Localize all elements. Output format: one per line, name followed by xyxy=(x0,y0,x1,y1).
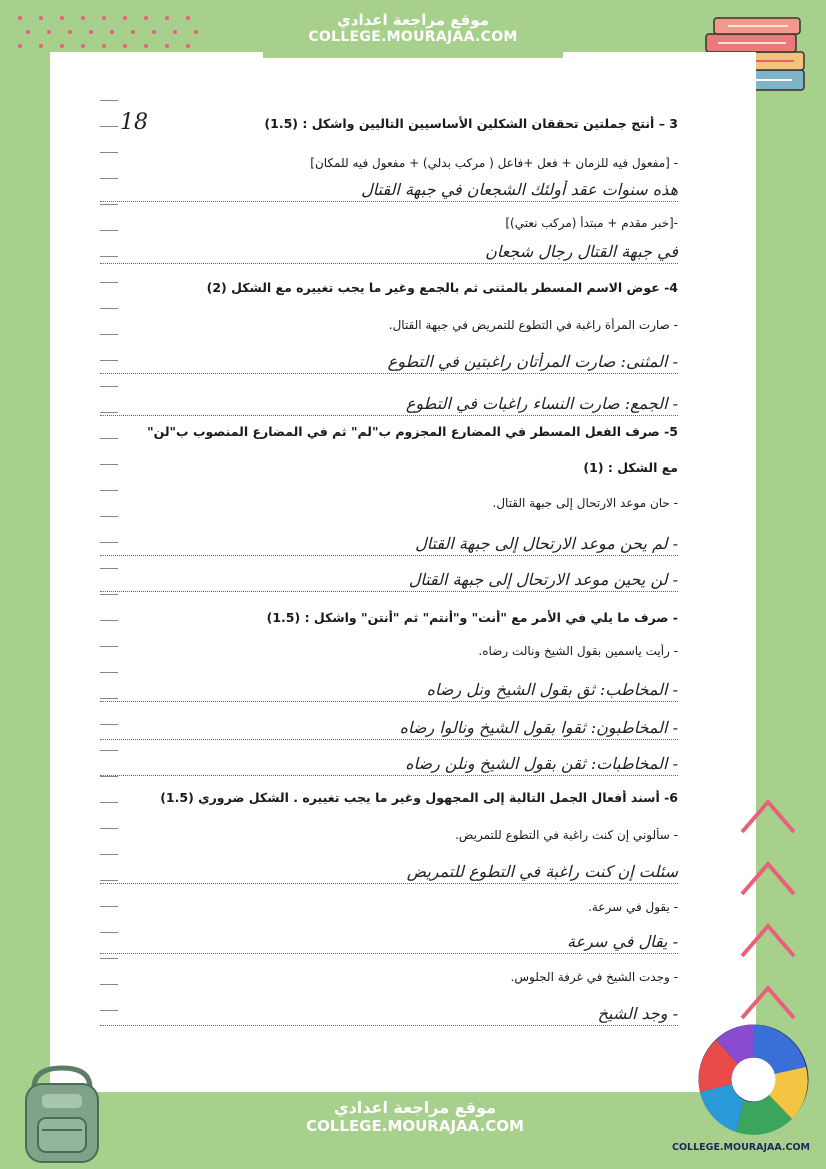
text-line: - يقول في سرعة. xyxy=(588,900,678,914)
header-site-name: موقع مراجعة اعدادي xyxy=(337,11,489,29)
handwritten-answer: - المثنى: صارت المرأتان راغبتين في التطوع xyxy=(100,352,678,374)
footer-site-url: COLLEGE.MOURAJAA.COM xyxy=(306,1117,524,1135)
handwritten-answer: - يقال في سرعة xyxy=(100,932,678,954)
decorative-dot xyxy=(110,30,114,34)
decorative-dot xyxy=(165,44,169,48)
handwritten-answer: - المخاطب: ثق بقول الشيخ ونل رضاه xyxy=(100,680,678,702)
handwritten-answer: - المخاطبون: ثقوا بقول الشيخ ونالوا رضاه xyxy=(100,718,678,740)
decorative-dot xyxy=(123,16,127,20)
question-line: 4- عوض الاسم المسطر بالمثنى ثم بالجمع وغير ما يجب تغييره مع الشكل (2) xyxy=(206,280,678,295)
decorative-dot xyxy=(152,30,156,34)
text-line: - صارت المرأة راغبة في التطوع للتمريض في جبهة القتال. xyxy=(388,318,678,332)
text-line: - سألوني إن كنت راغبة في التطوع للتمريض. xyxy=(455,828,678,842)
backpack-icon xyxy=(12,1060,112,1165)
margin-dash xyxy=(100,308,118,309)
decorative-dot xyxy=(18,16,22,20)
decorative-dot xyxy=(123,44,127,48)
text-line: - رأيت ياسمين بقول الشيخ ونالت رضاه. xyxy=(478,644,678,658)
college-logo-icon[interactable] xyxy=(696,1022,811,1137)
logo-caption: COLLEGE.MOURAJAA.COM xyxy=(672,1142,810,1153)
margin-dash xyxy=(100,958,118,959)
chevron-up-icon xyxy=(738,982,798,1022)
footer-banner[interactable] xyxy=(280,1090,550,1150)
decorative-dot xyxy=(102,44,106,48)
text-line: - وجدت الشيخ في غرفة الجلوس. xyxy=(510,970,678,984)
decorative-dot xyxy=(81,16,85,20)
margin-dash xyxy=(100,672,118,673)
header-banner[interactable] xyxy=(263,0,563,58)
decorative-dot xyxy=(68,30,72,34)
text-line: - حان موعد الارتحال إلى جبهة القتال. xyxy=(492,496,678,510)
decorative-dot xyxy=(165,16,169,20)
handwritten-answer: - الجمع: صارت النساء راغبات في التطوع xyxy=(100,394,678,416)
question-line: مع الشكل : (1) xyxy=(583,460,678,475)
chevron-up-icon xyxy=(738,920,798,960)
margin-dash xyxy=(100,776,118,777)
margin-dash xyxy=(100,178,118,179)
handwritten-answer: هذه سنوات عقد أولئك الشجعان في جبهة القتال xyxy=(100,180,678,202)
decorative-dot xyxy=(186,44,190,48)
handwritten-answer: في جبهة القتال رجال شجعان xyxy=(100,242,678,264)
margin-dash xyxy=(100,594,118,595)
decorative-dot xyxy=(39,44,43,48)
margin-dash xyxy=(100,126,118,127)
question-line: 6- أسند أفعال الجمل التالية إلى المجهول وغير ما يجب تغييره . الشكل ضروري (1.5) xyxy=(160,790,678,805)
handwritten-answer: - لم يحن موعد الارتحال إلى جبهة القتال xyxy=(100,534,678,556)
margin-dash xyxy=(100,984,118,985)
text-line: - [مفعول فيه للزمان + فعل +فاعل ( مركب بدلي) + مفعول فيه للمكان] xyxy=(310,156,678,170)
margin-dash xyxy=(100,100,118,101)
decorative-dot xyxy=(60,16,64,20)
margin-dash xyxy=(100,230,118,231)
decorative-dot xyxy=(131,30,135,34)
decorative-dot xyxy=(194,30,198,34)
margin-dash xyxy=(100,568,118,569)
decorative-dot xyxy=(173,30,177,34)
handwritten-answer: - وجد الشيخ xyxy=(100,1004,678,1026)
decorative-dot xyxy=(26,30,30,34)
notebook-margin-lines xyxy=(100,100,124,1030)
decorative-dot xyxy=(186,16,190,20)
decorative-dot xyxy=(60,44,64,48)
chevron-up-icon xyxy=(738,858,798,898)
decorative-dot xyxy=(47,30,51,34)
margin-dash xyxy=(100,854,118,855)
chevron-up-icon xyxy=(738,796,798,836)
decorative-dot xyxy=(102,16,106,20)
decorative-dot xyxy=(18,44,22,48)
margin-dash xyxy=(100,750,118,751)
question-line: 3 – أنتج جملتين تحققان الشكلين الأساسيين التاليين واشكل : (1.5) xyxy=(264,116,678,131)
margin-dash xyxy=(100,516,118,517)
margin-dash xyxy=(100,490,118,491)
handwritten-answer: - لن يحين موعد الارتحال إلى جبهة القتال xyxy=(100,570,678,592)
margin-dash xyxy=(100,386,118,387)
footer-site-name: موقع مراجعة اعدادي xyxy=(333,1098,497,1117)
decorative-dot xyxy=(39,16,43,20)
decorative-dot xyxy=(89,30,93,34)
decorative-dot xyxy=(144,44,148,48)
handwritten-answer: - المخاطبات: ثقن بقول الشيخ ونلن رضاه xyxy=(100,754,678,776)
text-line: -[خبر مقدم + مبتدأ (مركب نعتي)] xyxy=(505,216,678,230)
margin-dash xyxy=(100,334,118,335)
handwritten-score: 18 xyxy=(120,110,148,135)
question-line: 5- صرف الفعل المسطر في المضارع المجزوم ب"لم" ثم في المضارع المنصوب ب"لن" xyxy=(147,424,678,439)
question-line: - صرف ما يلي في الأمر مع "أنت" و"أنتم" ثم "أنتن" واشكل : (1.5) xyxy=(266,610,678,625)
decorative-dot xyxy=(144,16,148,20)
margin-dash xyxy=(100,152,118,153)
handwritten-answer: سئلت إن كنت راغبة في التطوع للتمريض xyxy=(100,862,678,884)
header-site-url: COLLEGE.MOURAJAA.COM xyxy=(308,29,518,45)
margin-dash xyxy=(100,204,118,205)
decorative-dot xyxy=(81,44,85,48)
